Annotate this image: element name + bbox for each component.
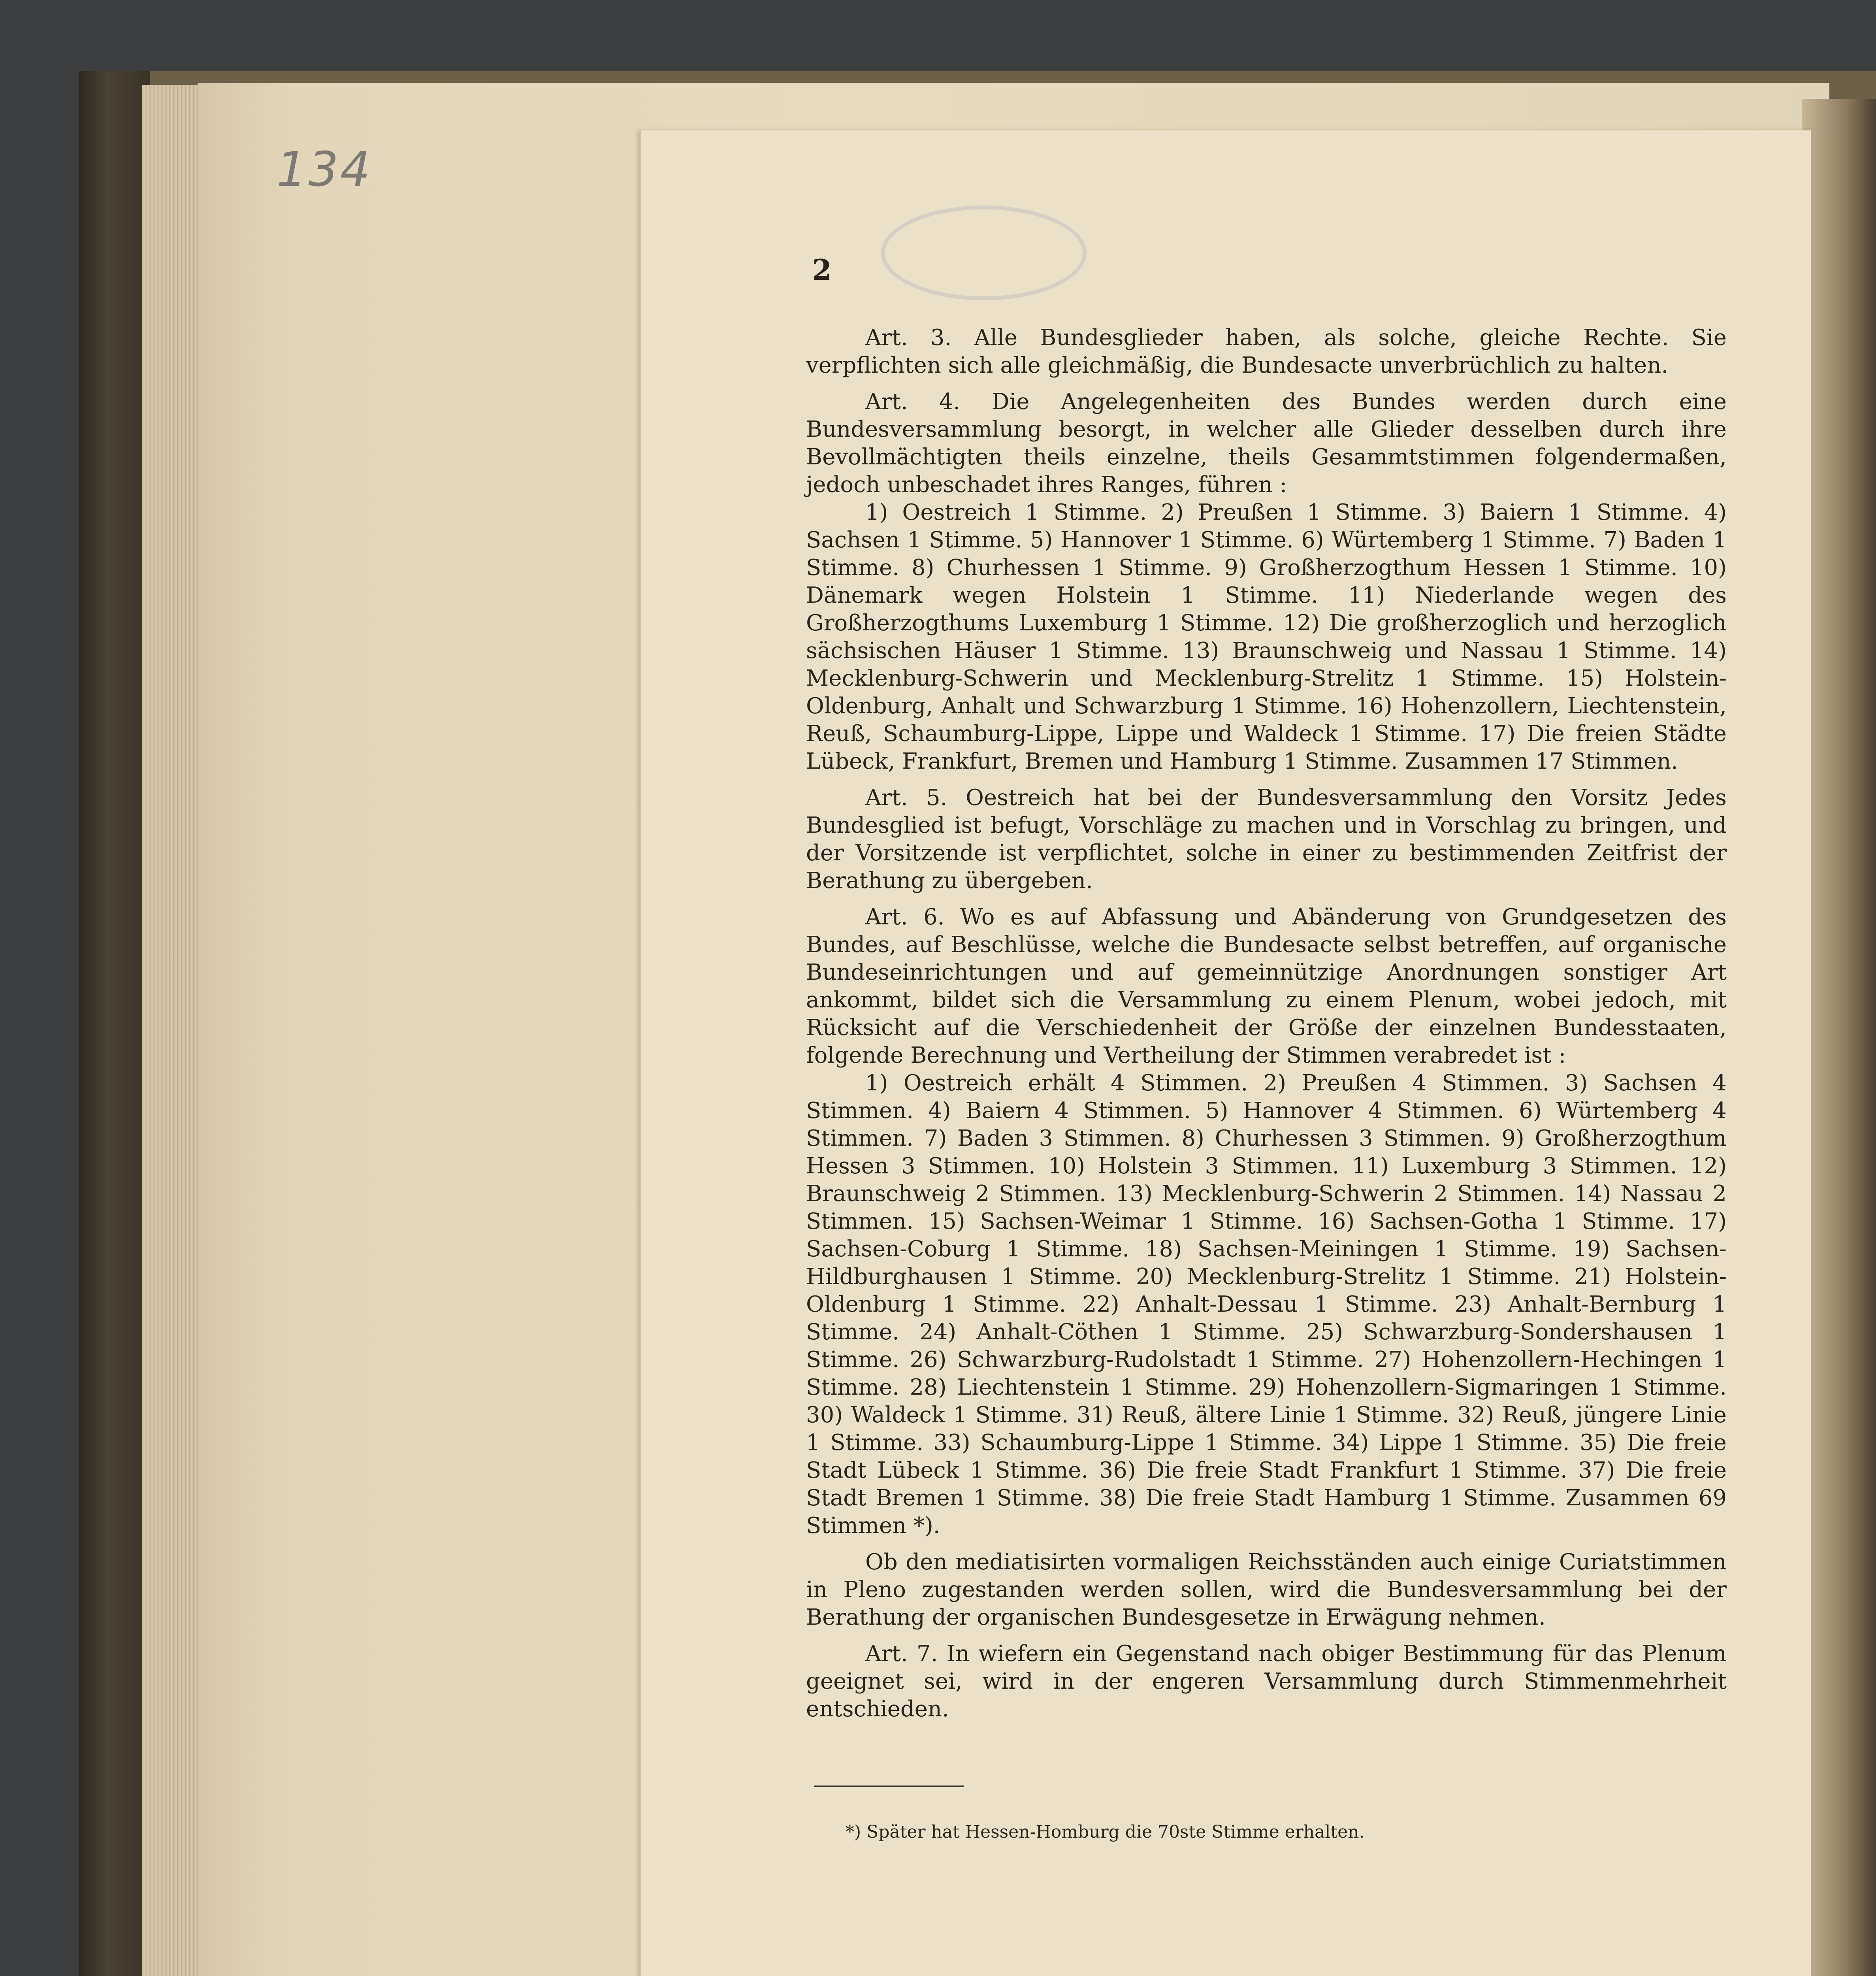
pencil-margin-note: 134: [277, 142, 372, 197]
paragraph-art7: Art. 7. In wiefern ein Gegenstand nach obiger Bestimmung für das Plenum geeignet sei, wird in der engeren Versammlung durch Stimmenmehrheit entschieden.: [806, 1641, 1727, 1722]
paragraph-art4: Art. 4. Die Angelegenheiten des Bundes werden durch eine Bundesversammlung besorgt, in welcher alle Glieder desselben durch ihre Bevollmächtigten theils einzelne, theils Gesammtstimmen folgendermaßen, jedoch unbeschadet ihres Ranges, führen :: [806, 389, 1727, 498]
right-page-edge: [1802, 99, 1876, 1976]
page-number: 2: [812, 253, 832, 287]
faded-stamp: [881, 206, 1087, 300]
paragraph-art5: Art. 5. Oestreich hat bei der Bundesversammlung den Vorsitz Jedes Bundesglied ist befugt, Vorschläge zu machen und in Vorschlag zu bringen, und der Vorsitzende ist verpflichtet, solche in einer zu bestimmenden Zeitfrist der Berathung zu übergeben.: [806, 785, 1727, 894]
footnote-separator: [814, 1786, 964, 1787]
paragraph-art4-list: 1) Oestreich 1 Stimme. 2) Preußen 1 Stimme. 3) Baiern 1 Stimme. 4) Sachsen 1 Stimme. 5) Hannover 1 Stimme. 6) Würtemberg 1 Stimme. 7) Baden 1 Stimme. 8) Churhessen 1 Stimme. 9) Großherzogthum Hessen 1 Stimme. 10) Dänemark wegen Holstein 1 Stimme. 11) Niederlande wegen des Großherzogthums Luxemburg 1 Stimme. 12) Die großherzoglich und herzoglich sächsischen Häuser 1 Stimme. 13) Braunschweig und Nassau 1 Stimme. 14) Mecklenburg-Schwerin und Mecklenburg-Strelitz 1 Stimme. 15) Holstein-Oldenburg, Anhalt und Schwarzburg 1 Stimme. 16) Hohenzollern, Liechtenstein, Reuß, Schaumburg-Lippe, Lippe und Waldeck 1 Stimme. 17) Die freien Städte Lübeck, Frankfurt, Bremen und Hamburg 1 Stimme. Zusammen 17 Stimmen.: [806, 500, 1727, 774]
article-text: [806, 324, 1727, 1723]
paragraph-art6-list: 1) Oestreich erhält 4 Stimmen. 2) Preußen 4 Stimmen. 3) Sachsen 4 Stimmen. 4) Baiern 4 Stimmen. 5) Hannover 4 Stimmen. 6) Würtemberg 4 Stimmen. 7) Baden 3 Stimmen. 8) Churhessen 3 Stimmen. 9) Großherzogthum Hessen 3 Stimmen. 10) Holstein 3 Stimmen. 11) Luxemburg 3 Stimmen. 12) Braunschweig 2 Stimmen. 13) Mecklenburg-Schwerin 2 Stimmen. 14) Nassau 2 Stimmen. 15) Sachsen-Weimar 1 Stimme. 16) Sachsen-Gotha 1 Stimme. 17) Sachsen-Coburg 1 Stimme. 18) Sachsen-Meiningen 1 Stimme. 19) Sachsen-Hildburghausen 1 Stimme. 20) Mecklenburg-Strelitz 1 Stimme. 21) Holstein-Oldenburg 1 Stimme. 22) Anhalt-Dessau 1 Stimme. 23) Anhalt-Bernburg 1 Stimme. 24) Anhalt-Cöthen 1 Stimme. 25) Schwarzburg-Sondershausen 1 Stimme. 26) Schwarzburg-Rudolstadt 1 Stimme. 27) Hohenzollern-Hechingen 1 Stimme. 28) Liechtenstein 1 Stimme. 29) Hohenzollern-Sigmaringen 1 Stimme. 30) Waldeck 1 Stimme. 31) Reuß, ältere Linie 1 Stimme. 32) Reuß, jüngere Linie 1 Stimme. 33) Schaumburg-Lippe 1 Stimme. 34) Lippe 1 Stimme. 35) Die freie Stadt Lübeck 1 Stimme. 36) Die freie Stadt Frankfurt 1 Stimme. 37) Die freie Stadt Bremen 1 Stimme. 38) Die freie Stadt Hamburg 1 Stimme. Zusammen 69 Stimmen *).: [806, 1070, 1727, 1539]
paragraph-art6: Art. 6. Wo es auf Abfassung und Abänderung von Grundgesetzen des Bundes, auf Beschlüsse, welche die Bundesacte selbst betreffen, auf organische Bundeseinrichtungen und auf gemeinnützige Anordnungen sonstiger Art ankommt, bildet sich die Versammlung zu einem Plenum, wobei jedoch, mit Rücksicht auf die Verschiedenheit der Größe der einzelnen Bundesstaaten, folgende Berechnung und Vertheilung der Stimmen verabredet ist :: [806, 904, 1727, 1068]
book-spine: [79, 71, 150, 1976]
paragraph-curiatstimmen: Ob den mediatisirten vormaligen Reichsständen auch einige Curiatstimmen in Pleno zugestanden werden sollen, wird die Bundesversammlung bei der Berathung der organischen Bundesgesetze in Erwägung nehmen.: [806, 1549, 1727, 1630]
footnote: *) Später hat Hessen-Homburg die 70ste Stimme erhalten.: [846, 1822, 1365, 1842]
paragraph-art3: Art. 3. Alle Bundesglieder haben, als solche, gleiche Rechte. Sie verpflichten sich alle gleichmäßig, die Bundesacte unverbrüchlich zu halten.: [806, 325, 1727, 378]
